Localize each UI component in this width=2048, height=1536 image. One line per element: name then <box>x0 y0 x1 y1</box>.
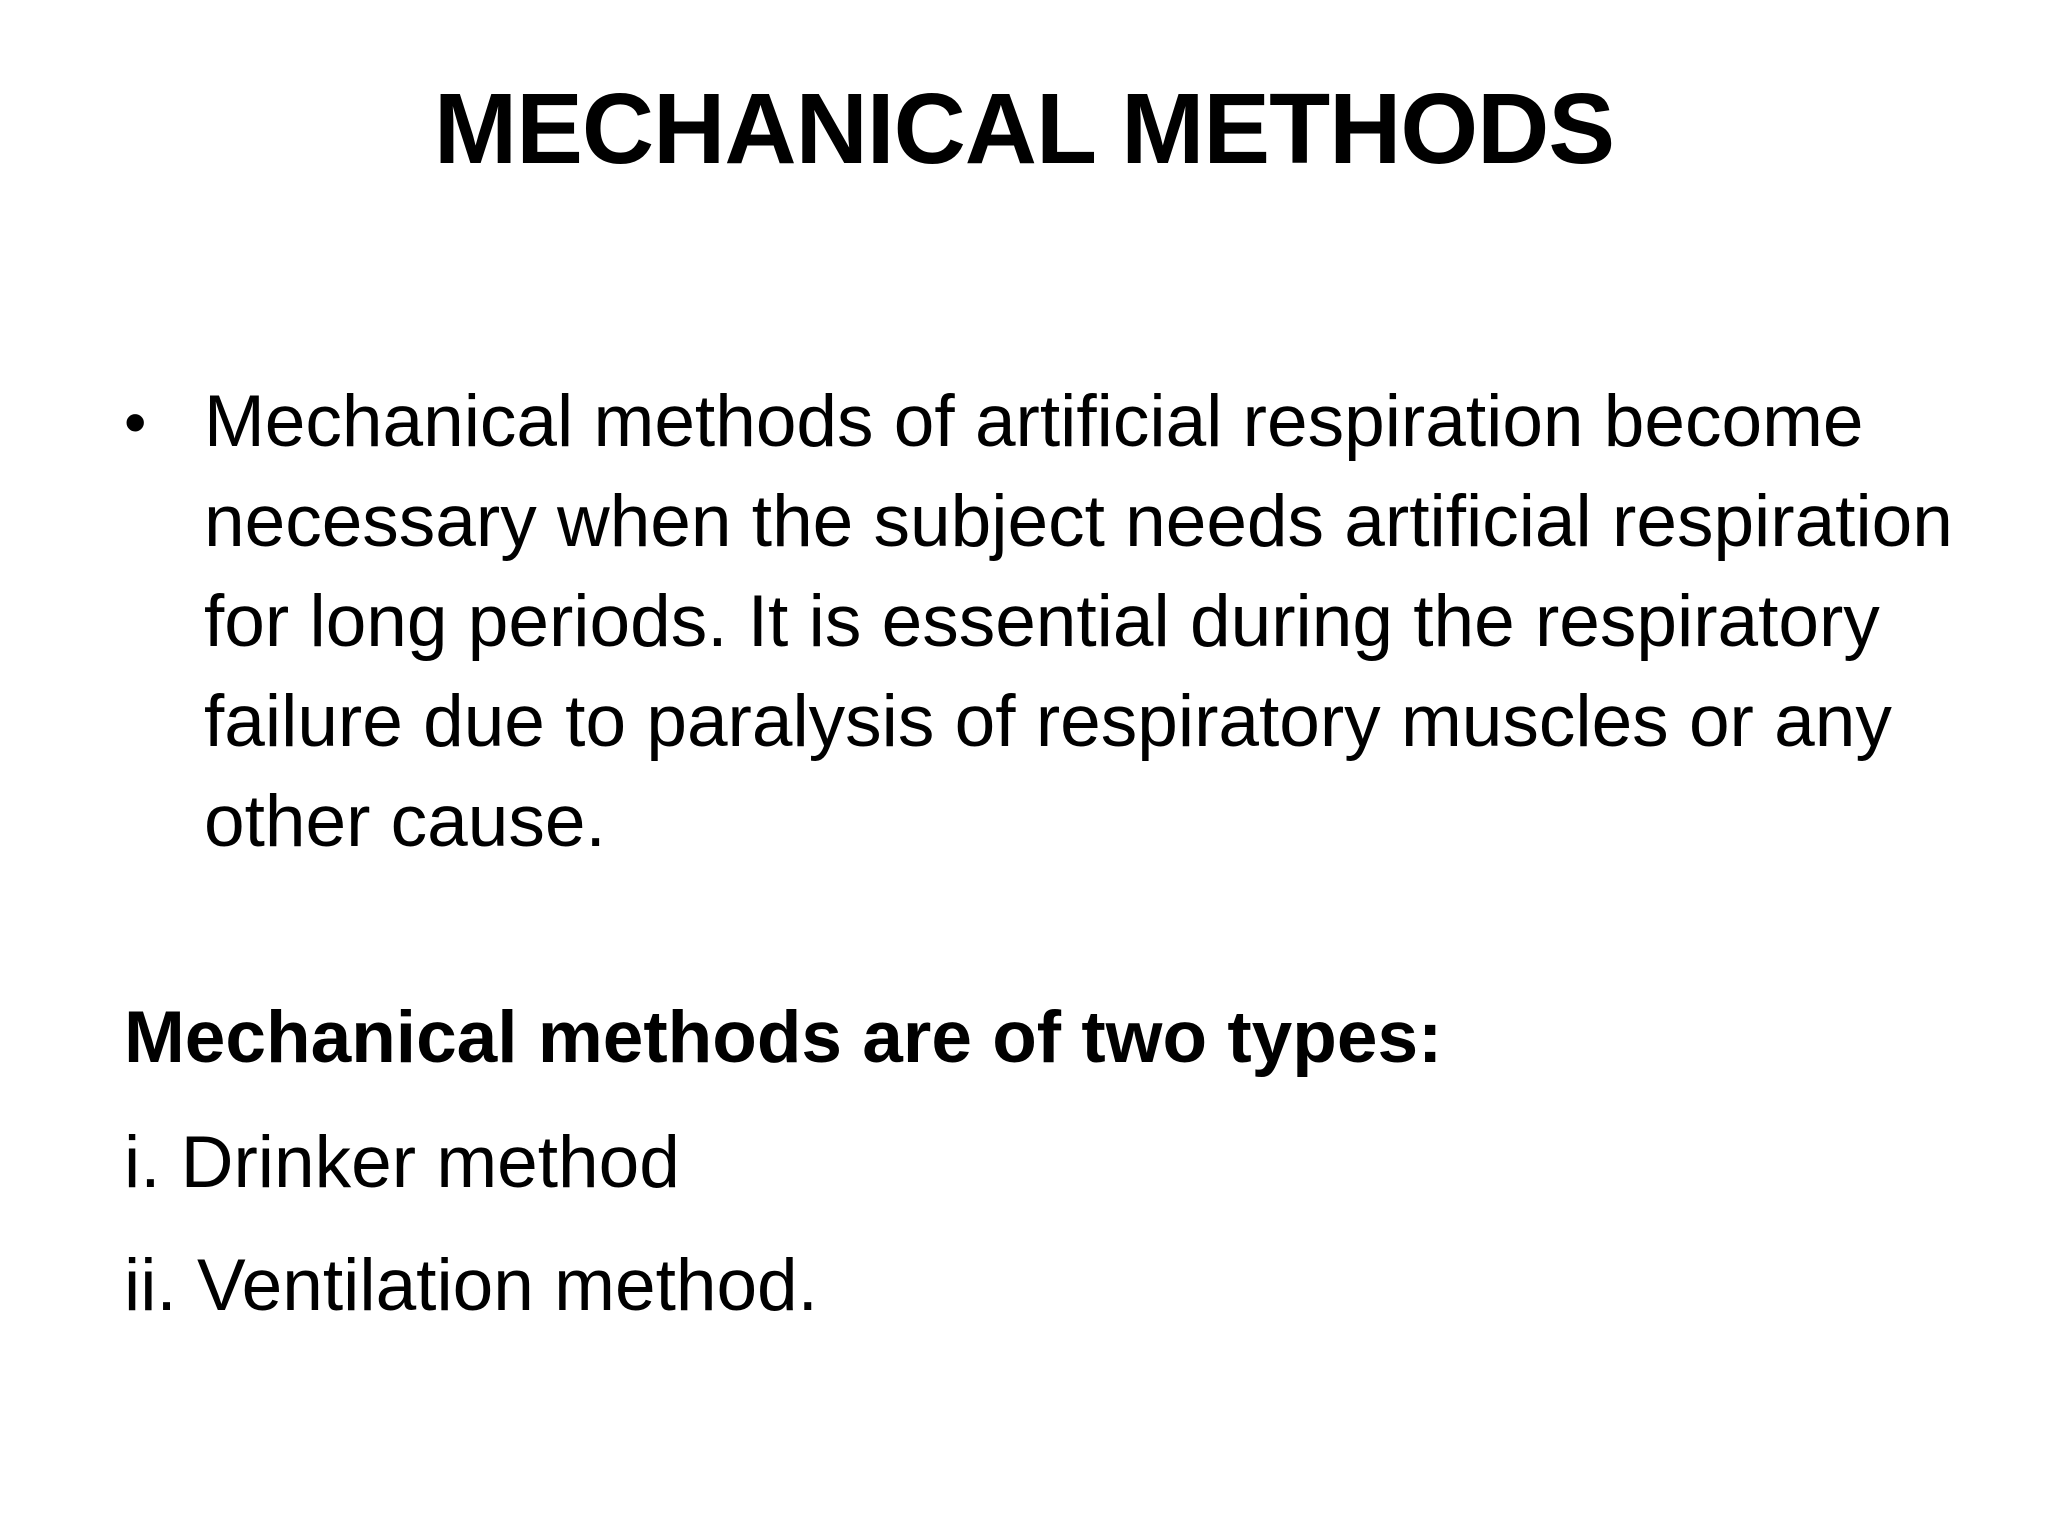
type-item-drinker: i. Drinker method <box>124 1122 680 1203</box>
types-heading: Mechanical methods are of two types: <box>124 997 1443 1078</box>
slide-title: MECHANICAL METHODS <box>433 73 1615 185</box>
bullet-dot: • <box>124 386 147 458</box>
type-item-ventilation: ii. Ventilation method. <box>124 1245 818 1326</box>
bullet-text: Mechanical methods of artificial respiration become necessary when the subject needs artificial respiration for long periods. It is essential during the respiratory failure due to paralysis of respiratory muscles or any other cause. <box>204 381 1953 862</box>
bullet-point <box>124 372 1984 872</box>
